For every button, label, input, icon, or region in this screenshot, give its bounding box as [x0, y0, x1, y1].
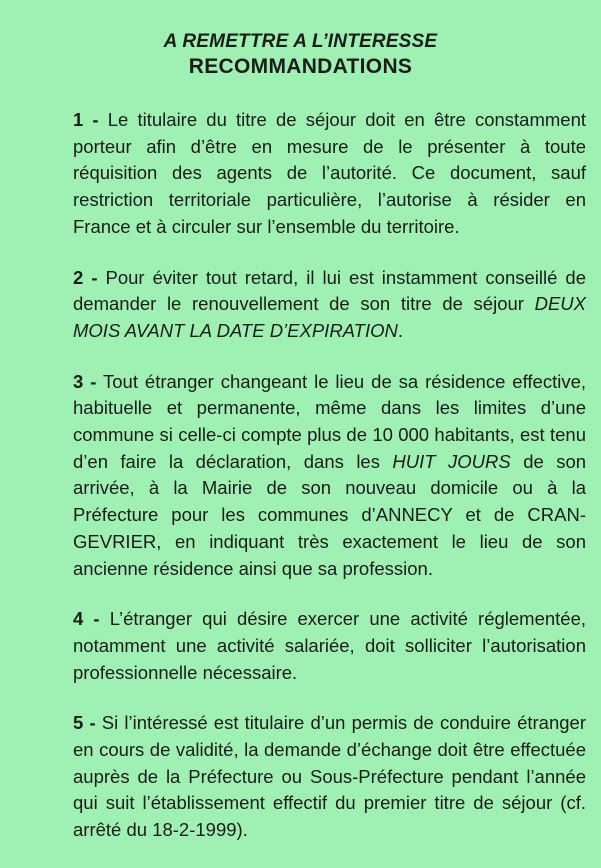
item-text-end: de son arrivée, à la Mairie de son nouveau domicile ou à la Préfecture pour les communes d’ANNECY et de CRAN-GEVRIER, en indiquant très exactement le lieu de son ancienne résidence ainsi que sa profession.	[73, 450, 587, 579]
recommendation-item-1	[73, 107, 586, 241]
recommendation-item-2	[73, 265, 586, 345]
item-text-end: .	[397, 319, 403, 341]
item-text: Le titulaire du titre de séjour doit en être constamment porteur afin d’être en mesure de le présenter à toute réquisition des agents de l’autorité. Ce document, sauf restriction territoriale particulière, l’autorise à résider en France et à circuler sur l’ensemble du territoire.	[73, 109, 587, 237]
card-header	[0, 30, 601, 80]
recommendation-item-3	[73, 369, 586, 583]
item-number: 2 -	[73, 266, 98, 288]
item-text: Si l’intéressé est titulaire d’un permis de conduire étranger en cours de validité, la demande d’échange doit être effectuée auprès de la Préfecture ou Sous-Préfecture pendant l’année qui suit l’établissement effectif du premier titre de séjour (cf. arrêté du 18-2-1999).	[73, 712, 586, 841]
item-number: 5 -	[73, 712, 96, 734]
header-addressee: A REMETTRE A L’INTERESSE	[163, 31, 438, 52]
item-text: L’étranger qui désire exercer une activité réglementée, notamment une activité salariée, doit solliciter l’autorisation professionnelle nécessaire.	[73, 608, 587, 683]
item-number: 3 -	[73, 370, 97, 392]
item-emphasis: DEUX MOIS AVANT LA DATE D’EXPIRATION	[73, 293, 587, 341]
item-emphasis: HUIT JOURS	[392, 450, 511, 472]
item-text: Pour éviter tout retard, il lui est instamment conseillé de demander le renouvellement de son titre de séjour	[73, 266, 586, 315]
recommendation-item-4	[73, 606, 586, 686]
header-title: RECOMMANDATIONS	[188, 55, 413, 78]
recommendations-list	[73, 107, 586, 868]
item-text: Tout étranger changeant le lieu de sa résidence effective, habituelle et permanente, même dans les limites d’une commune si celle-ci compte plus de 10 000 habitants, est tenu d’en faire la déclaration, dans les	[73, 370, 586, 472]
recommendation-item-5	[73, 710, 586, 844]
item-number: 4 -	[73, 608, 100, 630]
item-number: 1 -	[73, 109, 99, 130]
